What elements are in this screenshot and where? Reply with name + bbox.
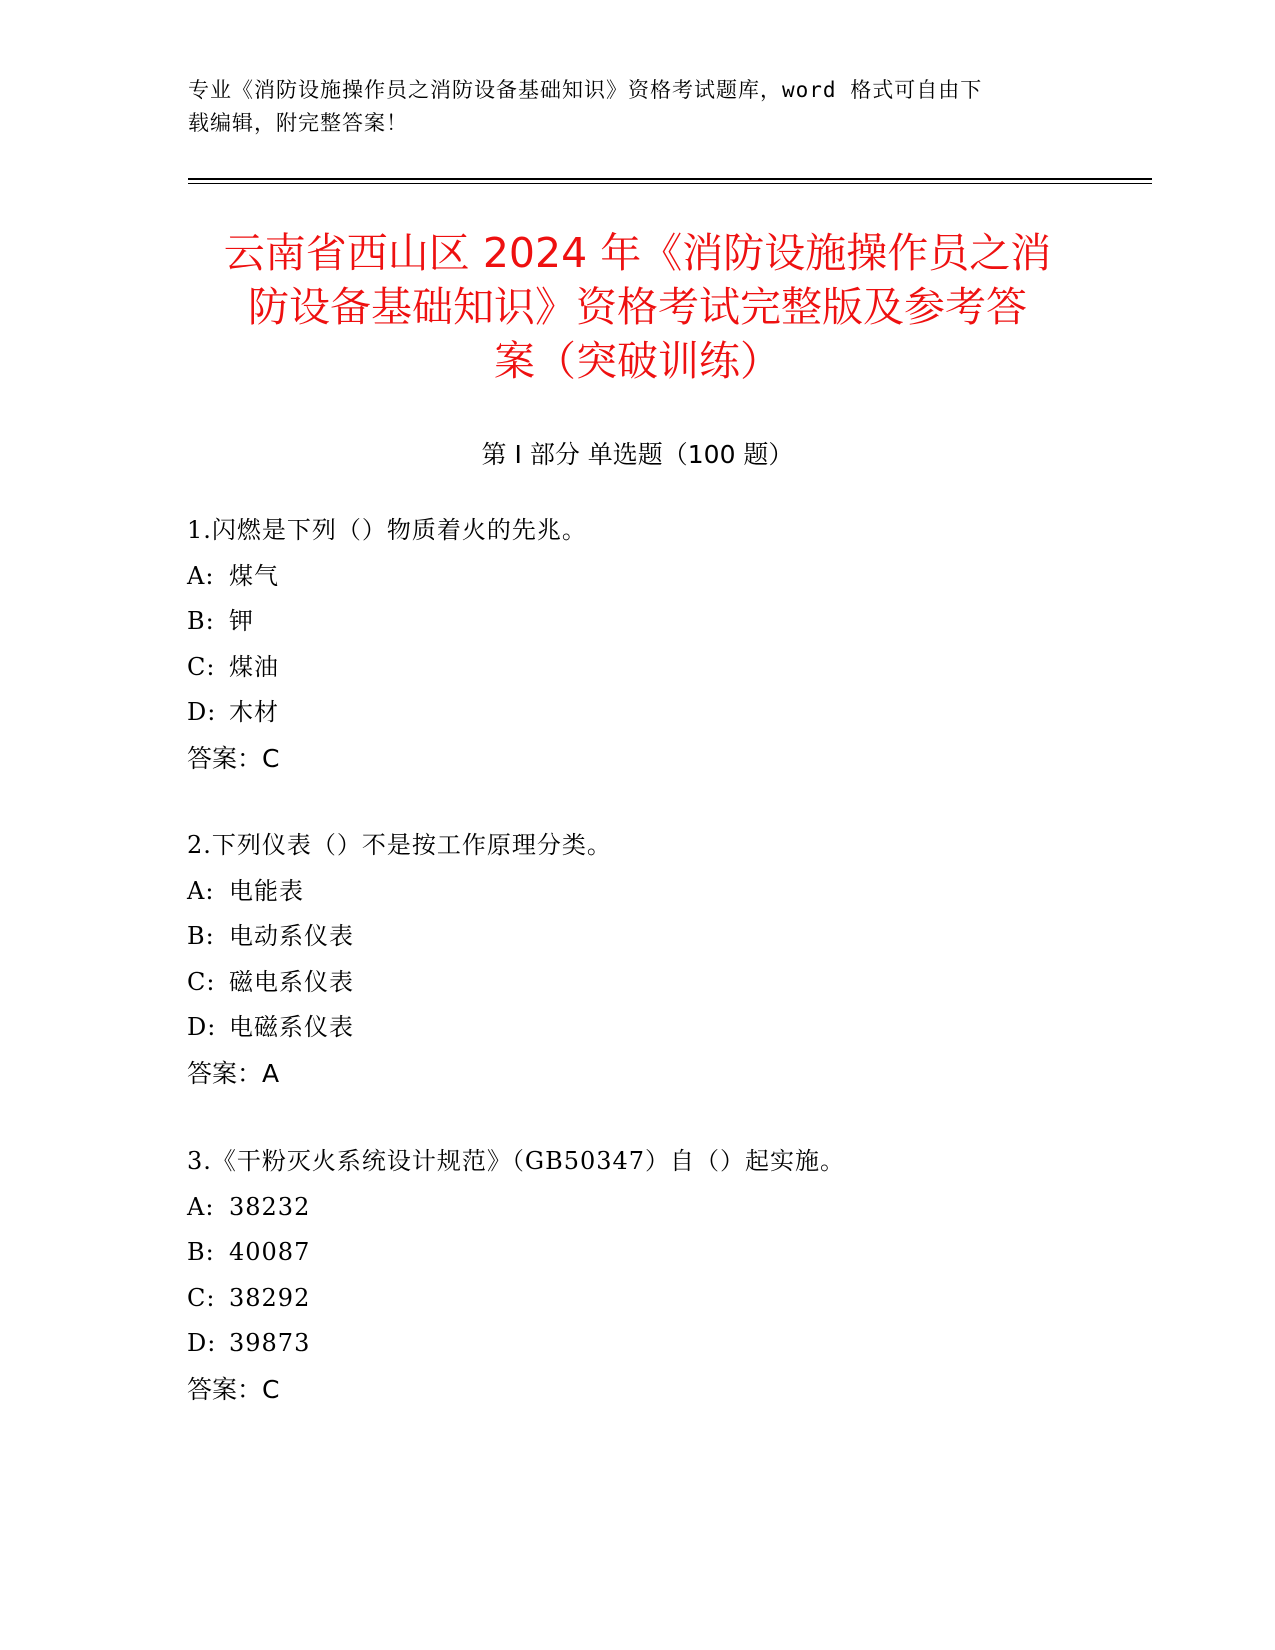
option-text: 煤气 — [229, 561, 279, 590]
question-stem: 2.下列仪表（）不是按工作原理分类。 — [187, 831, 612, 859]
question-3 — [187, 1139, 1147, 1412]
question-2 — [187, 823, 1147, 1096]
option-text: 电能表 — [229, 876, 304, 905]
option-text: 40087 — [229, 1238, 311, 1266]
document-title-line-3: 案（突破训练） — [494, 337, 781, 385]
header-rule-thin — [188, 183, 1152, 184]
option-d — [187, 1005, 1147, 1051]
header-note — [188, 74, 1088, 140]
option-c — [187, 960, 1147, 1006]
header-note-line-1: 专业《消防设施操作员之消防设备基础知识》资格考试题库，word 格式可自由下 — [188, 78, 983, 102]
answer: 答案：A — [187, 1058, 280, 1088]
option-text: 煤油 — [229, 652, 279, 681]
option-text: 钾 — [229, 607, 254, 635]
option-text: 磁电系仪表 — [229, 967, 354, 996]
option-text: 电磁系仪表 — [229, 1013, 354, 1041]
option-b — [187, 1230, 1147, 1276]
option-text: 39873 — [229, 1329, 311, 1357]
option-d — [187, 690, 1147, 736]
option-key: B: — [187, 1238, 215, 1266]
option-text: 38232 — [229, 1192, 311, 1221]
option-c — [187, 645, 1147, 691]
option-text: 38292 — [229, 1283, 311, 1312]
option-b — [187, 914, 1147, 960]
document-title — [170, 226, 1105, 388]
option-a — [187, 869, 1147, 915]
option-b — [187, 599, 1147, 645]
question-stem: 3.《干粉灭火系统设计规范》（GB50347）自（）起实施。 — [187, 1147, 846, 1175]
section-heading: 第 I 部分 单选题（100 题） — [481, 440, 794, 469]
option-c — [187, 1276, 1147, 1322]
document-title-line-1: 云南省西山区 2024 年《消防设施操作员之消 — [223, 229, 1052, 277]
document-title-line-2: 防设备基础知识》资格考试完整版及参考答 — [248, 283, 1027, 331]
option-d — [187, 1321, 1147, 1367]
header-note-line-2: 载编辑，附完整答案！ — [188, 111, 408, 135]
answer: 答案：C — [187, 743, 280, 773]
option-key: A: — [187, 876, 215, 905]
option-key: C: — [187, 1283, 216, 1312]
option-key: A: — [187, 561, 215, 590]
option-text: 电动系仪表 — [229, 922, 354, 950]
option-key: D: — [187, 1013, 217, 1041]
option-key: A: — [187, 1192, 215, 1221]
option-text: 木材 — [229, 698, 279, 726]
option-key: D: — [187, 698, 217, 726]
question-1 — [187, 508, 1147, 781]
option-key: B: — [187, 922, 215, 950]
option-a — [187, 554, 1147, 600]
question-stem: 1.闪燃是下列（）物质着火的先兆。 — [187, 516, 587, 544]
option-a — [187, 1185, 1147, 1231]
option-key: C: — [187, 967, 216, 996]
option-key: D: — [187, 1329, 217, 1357]
option-key: B: — [187, 607, 215, 635]
header-rule-thick — [188, 178, 1152, 180]
option-key: C: — [187, 652, 216, 681]
answer: 答案：C — [187, 1374, 280, 1404]
